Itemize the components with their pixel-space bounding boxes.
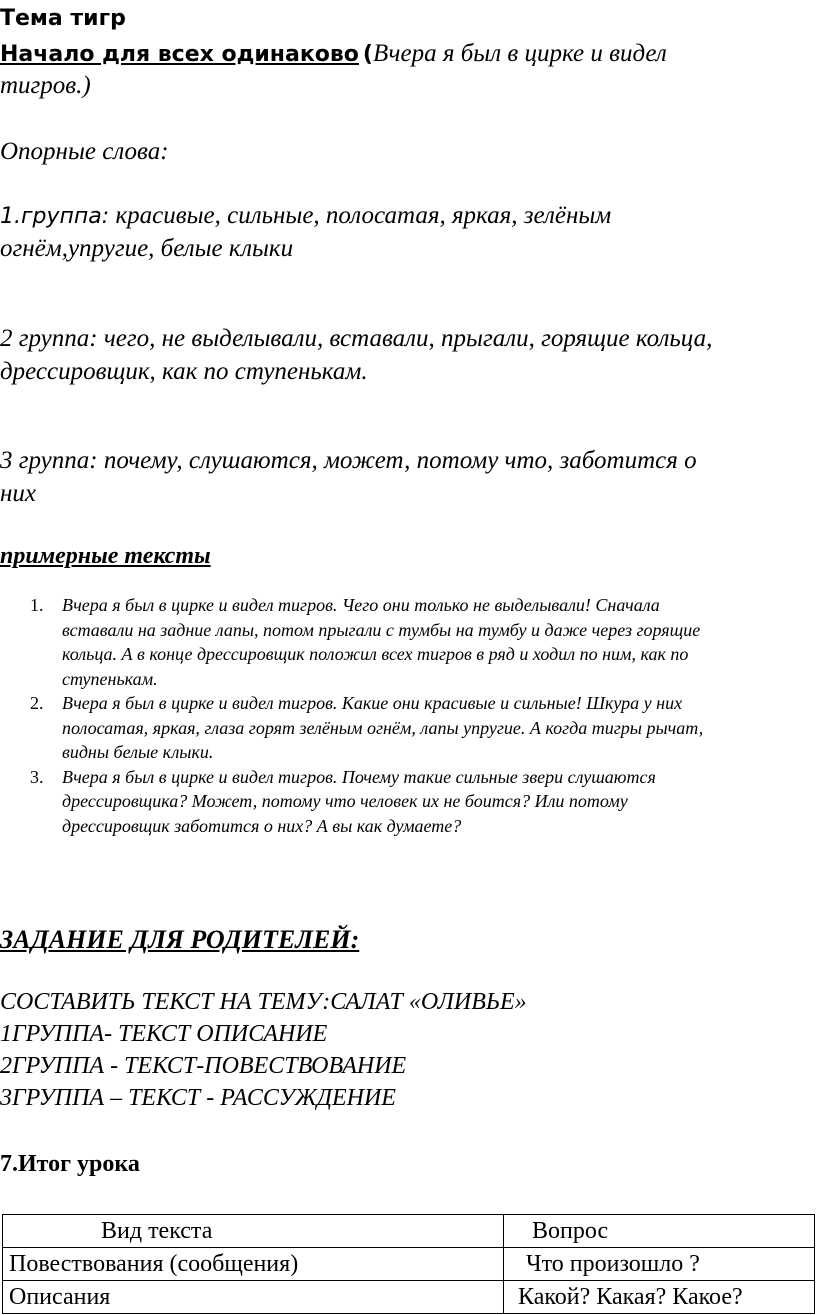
list-item-line: Вчера я был в цирке и видел тигров. Какие они красивые и сильные! Шкура у них <box>62 693 683 713</box>
table-cell: Какой? Какая? Какое? <box>504 1281 815 1314</box>
list-item-line: дрессировщика? Может, потому что человек их не боится? Или потому <box>62 791 628 811</box>
list-item-line: Вчера я был в цирке и видел тигров. Чего они только не выделывали! Сначала <box>62 595 660 615</box>
group1-text-cont: огнём,упругие, белые клыки <box>0 235 294 262</box>
parents-task-title: ЗАДАНИЕ ДЛЯ РОДИТЕЛЕЙ: <box>0 925 360 954</box>
list-item-line: видны белые клыки. <box>62 742 214 762</box>
list-item-number: 3. <box>30 766 44 787</box>
table-cell: Повествования (сообщения) <box>3 1248 504 1281</box>
group2-text: 2 группа: чего, не выделывали, вставали, прыгали, горящие кольца, <box>0 325 713 352</box>
group1-line <box>0 202 611 230</box>
list-item-line: Вчера я был в цирке и видел тигров. Почему такие сильные звери слушаются <box>62 766 656 787</box>
start-text-cont: тигров.) <box>0 72 91 99</box>
group3-text: 3 группа: почему, слушаются, может, потому что, заботится о <box>0 447 697 474</box>
table-cell: Что произошло ? <box>504 1248 815 1281</box>
theme-title: Тема тигр <box>0 6 126 31</box>
list-item-line: полосатая, яркая, глаза горят зелёным огнём, лапы упругие. А когда тигры рычат, <box>62 717 704 738</box>
list-item-line: кольца. А в конце дрессировщик положил всех тигров в ряд и ходил по ним, как по <box>62 644 689 664</box>
summary-table <box>2 1214 815 1314</box>
table-header-cell: Вопрос <box>504 1215 815 1248</box>
start-label: Начало для всех одинаково <box>0 42 359 67</box>
table-row <box>3 1248 815 1281</box>
list-item-number: 1. <box>30 595 44 615</box>
group1-label: 1.группа: <box>0 204 110 229</box>
table-header-row <box>3 1215 815 1248</box>
list-item <box>30 691 816 765</box>
list-item <box>30 593 816 691</box>
group1-text: красивые, сильные, полосатая, яркая, зелёным <box>109 202 612 229</box>
key-words-title: Опорные слова: <box>0 138 169 165</box>
start-line <box>0 40 667 68</box>
list-item-line: дрессировщик заботится о них? А вы как думаете? <box>62 815 462 836</box>
list-item-number: 2. <box>30 693 44 713</box>
parents-task-group2: 2ГРУППА - ТЕКСТ-ПОВЕСТВОВАНИЕ <box>0 1053 407 1079</box>
start-paren: ( <box>362 42 373 67</box>
list-item-line: вставали на задние лапы, потом прыгали с тумбы на тумбу и даже через горящие <box>62 619 701 640</box>
group2-text-cont: дрессировщик, как по ступенькам. <box>0 358 368 385</box>
table-header-cell: Вид текста <box>3 1215 504 1248</box>
start-text: Вчера я был в цирке и видел <box>372 40 667 67</box>
parents-task-group1: 1ГРУППА- ТЕКСТ ОПИСАНИЕ <box>0 1021 328 1047</box>
group3-text-cont: них <box>0 480 36 507</box>
sample-texts-list <box>30 593 816 838</box>
parents-task-line: СОСТАВИТЬ ТЕКСТ НА ТЕМУ:САЛАТ «ОЛИВЬЕ» <box>0 989 527 1015</box>
table-row <box>3 1281 815 1314</box>
list-item <box>30 765 816 839</box>
table-cell: Описания <box>3 1281 504 1314</box>
sample-texts-title: примерные тексты <box>0 543 211 569</box>
summary-title: 7.Итог урока <box>0 1151 140 1177</box>
parents-task-group3: 3ГРУППА – ТЕКСТ - РАССУЖДЕНИЕ <box>0 1085 396 1111</box>
list-item-line: ступенькам. <box>62 668 158 689</box>
